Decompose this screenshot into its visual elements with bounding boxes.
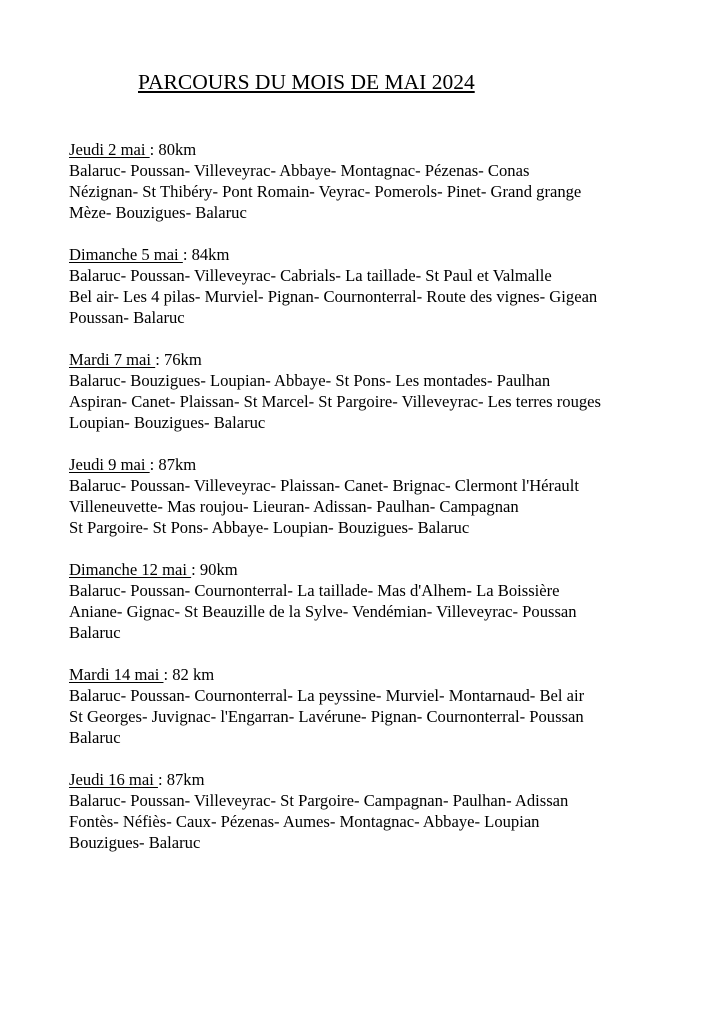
- route-header: [69, 349, 709, 370]
- route-line: Mèze- Bouzigues- Balaruc: [69, 203, 247, 222]
- route-header: [69, 559, 709, 580]
- route-entry: [69, 454, 709, 538]
- route-day: Dimanche 5 mai: [69, 245, 183, 264]
- route-day: Mardi 14 mai: [69, 665, 164, 684]
- route-header: [69, 769, 709, 790]
- route-entry: [69, 139, 709, 223]
- route-line: Balaruc- Poussan- Villeveyrac- Cabrials- La taillade- St Paul et Valmalle: [69, 266, 552, 285]
- route-entry: [69, 559, 709, 643]
- route-line: Balaruc: [69, 728, 121, 747]
- route-header: [69, 139, 709, 160]
- page-title: PARCOURS DU MOIS DE MAI 2024: [138, 70, 475, 94]
- route-line: Poussan- Balaruc: [69, 308, 185, 327]
- route-entry: [69, 349, 709, 433]
- route-day: Dimanche 12 mai: [69, 560, 192, 579]
- route-line: Bouzigues- Balaruc: [69, 833, 201, 852]
- route-line: Balaruc- Poussan- Villeveyrac- Abbaye- Montagnac- Pézenas- Conas: [69, 161, 530, 180]
- route-entry: [69, 769, 709, 853]
- route-entry: [69, 244, 709, 328]
- route-header: [69, 454, 709, 475]
- route-header: [69, 244, 709, 265]
- route-distance: : 76km: [155, 350, 202, 369]
- route-line: Balaruc- Bouzigues- Loupian- Abbaye- St Pons- Les montades- Paulhan: [69, 371, 551, 390]
- route-distance: : 87km: [149, 455, 197, 474]
- route-line: Nézignan- St Thibéry- Pont Romain- Veyrac- Pomerols- Pinet- Grand grange: [69, 182, 582, 201]
- route-line: Balaruc- Poussan- Villeveyrac- Plaissan- Canet- Brignac- Clermont l'Hérault: [69, 476, 579, 495]
- route-distance: : 87km: [157, 770, 205, 789]
- route-line: Villeneuvette- Mas roujou- Lieuran- Adissan- Paulhan- Campagnan: [69, 497, 519, 516]
- route-distance: : 84km: [182, 245, 230, 264]
- route-line: Aspiran- Canet- Plaissan- St Marcel- St Pargoire- Villeveyrac- Les terres rouges: [69, 392, 601, 411]
- route-day: Mardi 7 mai: [69, 350, 156, 369]
- route-day: Jeudi 2 mai: [69, 140, 150, 159]
- route-line: St Georges- Juvignac- l'Engarran- Lavérune- Pignan- Cournonterral- Poussan: [69, 707, 584, 726]
- route-distance: : 82 km: [163, 665, 215, 684]
- route-day: Jeudi 9 mai: [69, 455, 150, 474]
- route-distance: : 90km: [191, 560, 238, 579]
- route-distance: : 80km: [149, 140, 197, 159]
- route-line: Bel air- Les 4 pilas- Murviel- Pignan- Cournonterral- Route des vignes- Gigean: [69, 287, 598, 306]
- route-line: Balaruc: [69, 623, 121, 642]
- route-day: Jeudi 16 mai: [69, 770, 158, 789]
- route-line: Balaruc- Poussan- Villeveyrac- St Pargoire- Campagnan- Paulhan- Adissan: [69, 791, 569, 810]
- route-line: Fontès- Néfiès- Caux- Pézenas- Aumes- Montagnac- Abbaye- Loupian: [69, 812, 540, 831]
- route-entry: [69, 664, 709, 748]
- route-list: [69, 139, 709, 874]
- route-line: Balaruc- Poussan- Cournonterral- La peyssine- Murviel- Montarnaud- Bel air: [69, 686, 585, 705]
- route-line: Aniane- Gignac- St Beauzille de la Sylve- Vendémian- Villeveyrac- Poussan: [69, 602, 577, 621]
- route-line: St Pargoire- St Pons- Abbaye- Loupian- Bouzigues- Balaruc: [69, 518, 470, 537]
- route-line: Balaruc- Poussan- Cournonterral- La taillade- Mas d'Alhem- La Boissière: [69, 581, 560, 600]
- route-header: [69, 664, 709, 685]
- route-line: Loupian- Bouzigues- Balaruc: [69, 413, 266, 432]
